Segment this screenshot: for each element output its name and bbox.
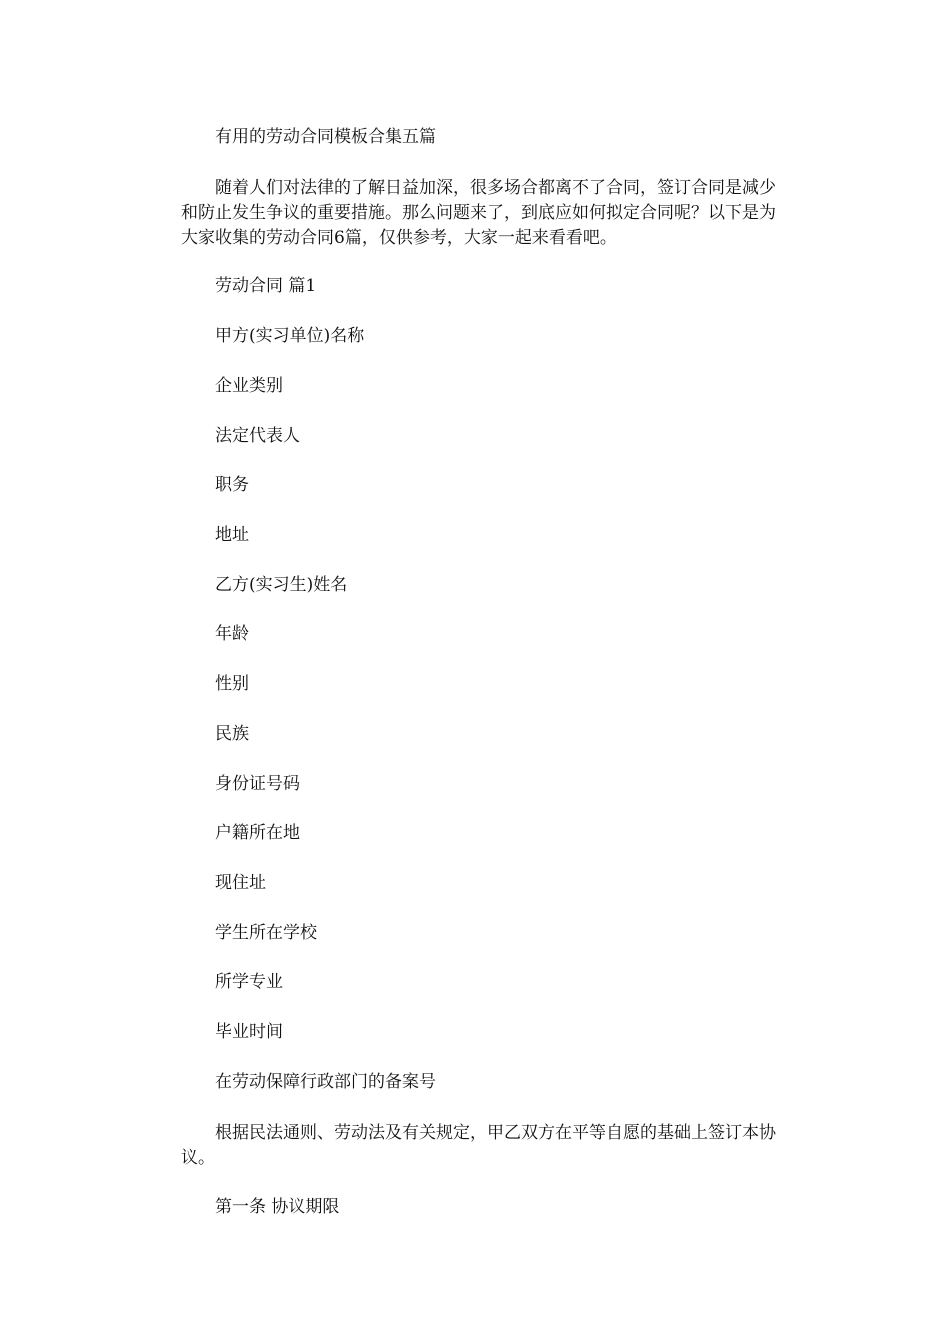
field-label: 所学专业 — [215, 972, 283, 992]
intro-line: 和防止发生争议的重要措施。那么问题来了，到底应如何拟定合同呢？以下是为 — [181, 203, 776, 223]
field-label: 乙方(实习生)姓名 — [215, 575, 348, 595]
field-label: 民族 — [215, 724, 249, 744]
field-label: 年龄 — [215, 624, 249, 644]
intro-line: 随着人们对法律的了解日益加深，很多场合都离不了合同，签订合同是减少 — [215, 178, 776, 198]
field-label: 性别 — [215, 674, 249, 694]
field-label: 地址 — [215, 525, 249, 545]
intro-line: 大家收集的劳动合同6篇，仅供参考，大家一起来看看吧。 — [181, 228, 617, 248]
document-title: 有用的劳动合同模板合集五篇 — [215, 127, 436, 147]
field-label: 毕业时间 — [215, 1022, 283, 1042]
field-label: 身份证号码 — [215, 774, 300, 794]
field-label: 学生所在学校 — [215, 923, 317, 943]
article-heading: 第一条 协议期限 — [215, 1197, 340, 1217]
field-label: 职务 — [215, 475, 249, 495]
intro-paragraph — [181, 176, 775, 251]
field-label: 户籍所在地 — [215, 823, 300, 843]
basis-paragraph — [181, 1121, 775, 1171]
field-label: 法定代表人 — [215, 426, 300, 446]
basis-line: 议。 — [181, 1148, 215, 1168]
field-label: 企业类别 — [215, 376, 283, 396]
field-label: 甲方(实习单位)名称 — [215, 326, 365, 346]
field-label: 现住址 — [215, 873, 266, 893]
basis-line: 根据民法通则、劳动法及有关规定，甲乙双方在平等自愿的基础上签订本协 — [215, 1123, 776, 1143]
section-heading: 劳动合同 篇1 — [215, 276, 317, 296]
field-label: 在劳动保障行政部门的备案号 — [215, 1072, 436, 1092]
